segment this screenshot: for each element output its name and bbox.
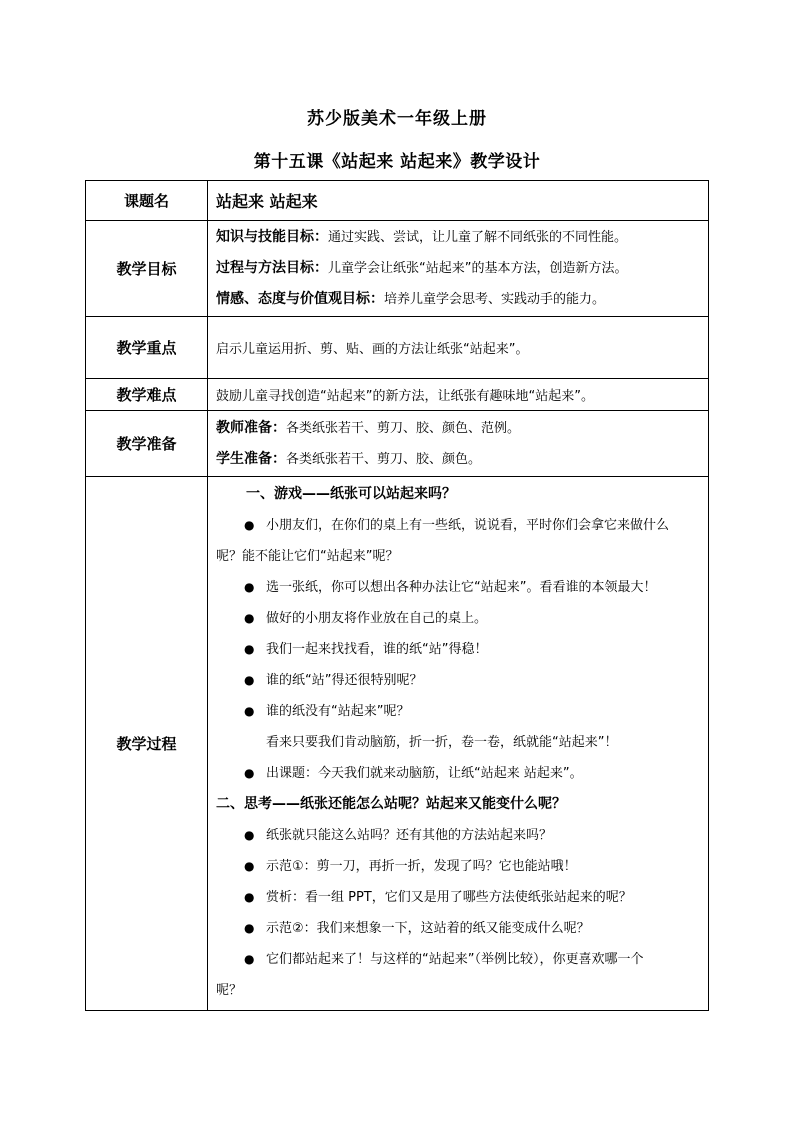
process-section-1: 一、游戏——纸张可以站起来吗？: [246, 486, 456, 502]
goal-text: 儿童学会让纸张“站起来”的基本方法，创造新方法。: [328, 261, 628, 276]
value-topic: [208, 181, 709, 221]
process-bullet: ● 谁的纸“站”得还很特别呢？: [216, 665, 702, 696]
label-preparation: 教学准备: [86, 411, 208, 477]
process-bullet: ● 选一张纸，你可以想出各种办法让它“站起来”。看看谁的本领最大！: [216, 572, 702, 603]
prep-item: [216, 444, 702, 475]
document-subtitle: 第十五课《站起来 站起来》教学设计: [253, 152, 541, 172]
label-process: 教学过程: [86, 477, 208, 1011]
process-bullet: ● 它们都站起来了！与这样的“站起来”（举例比较），你更喜欢哪一个: [216, 944, 702, 975]
process-bullet: ● 做好的小朋友将作业放在自己的桌上。: [216, 603, 702, 634]
process-bullet: ● 我们一起来找找看，谁的纸“站”得稳！: [216, 634, 702, 665]
process-note: 看来只要我们肯动脑筋，折一折，卷一卷，纸就能“站起来”！: [266, 735, 618, 750]
process-continuation: 呢？能不能让它们“站起来”呢？: [216, 549, 399, 564]
prep-item: [216, 413, 702, 444]
goal-text: 通过实践、尝试，让儿童了解不同纸张的不同性能。: [328, 230, 628, 245]
goal-item: [216, 253, 702, 284]
process-bullet: ● 出课题：今天我们就来动脑筋，让纸“站起来 站起来”。: [216, 758, 702, 789]
document-title: 苏少版美术一年级上册: [307, 109, 487, 129]
prep-text: 各类纸张若干、剪刀、胶、颜色、范例。: [286, 420, 521, 436]
goal-head: 过程与方法目标：: [216, 260, 328, 276]
process-section-2: 二、思考——纸张还能怎么站呢？站起来又能变什么呢？: [216, 796, 566, 812]
label-topic: 课题名: [86, 181, 208, 221]
value-key-point: 启示儿童运用折、剪、贴、画的方法让纸张“站起来”。: [208, 317, 709, 379]
prep-text: 各类纸张若干、剪刀、胶、颜色。: [286, 451, 482, 467]
process-bullet: ● 纸张就只能这么站吗？还有其他的方法站起来吗？: [216, 820, 702, 851]
process-continuation: 呢？: [216, 983, 243, 998]
row-process: [86, 477, 709, 1011]
row-preparation: [86, 411, 709, 477]
process-bullet: ● 小朋友们，在你们的桌上有一些纸，说说看，平时你们会拿它来做什么: [216, 510, 702, 541]
topic-text: 站起来 站起来: [216, 192, 318, 211]
process-bullet: ● 示范②：我们来想象一下，这站着的纸又能变成什么呢？: [216, 913, 702, 944]
value-difficulty: 鼓励儿童寻找创造“站起来”的新方法，让纸张有趣味地“站起来”。: [208, 379, 709, 411]
prep-head: 教师准备：: [216, 419, 286, 436]
label-difficulty: 教学难点: [86, 379, 208, 411]
process-bullet: ● 示范①：剪一刀，再折一折，发现了吗？它也能站哦！: [216, 851, 702, 882]
goal-head: 知识与技能目标：: [216, 229, 328, 245]
goal-text: 培养儿童学会思考、实践动手的能力。: [384, 292, 606, 307]
label-goals: 教学目标: [86, 221, 208, 317]
goal-head: 情感、态度与价值观目标：: [216, 291, 384, 307]
value-process: [208, 477, 709, 1011]
process-bullet: ● 赏析：看一组 PPT，它们又是用了哪些方法使纸张站起来的呢？: [216, 882, 702, 913]
row-goals: [86, 221, 709, 317]
row-topic: [86, 181, 709, 221]
goal-item: [216, 284, 702, 315]
lesson-plan-table: [85, 180, 709, 1011]
prep-head: 学生准备：: [216, 450, 286, 467]
row-difficulty: [86, 379, 709, 411]
value-preparation: [208, 411, 709, 477]
value-goals: [208, 221, 709, 317]
row-key-point: [86, 317, 709, 379]
label-key-point: 教学重点: [86, 317, 208, 379]
goal-item: [216, 222, 702, 253]
process-bullet: ● 谁的纸没有“站起来”呢？: [216, 696, 702, 727]
